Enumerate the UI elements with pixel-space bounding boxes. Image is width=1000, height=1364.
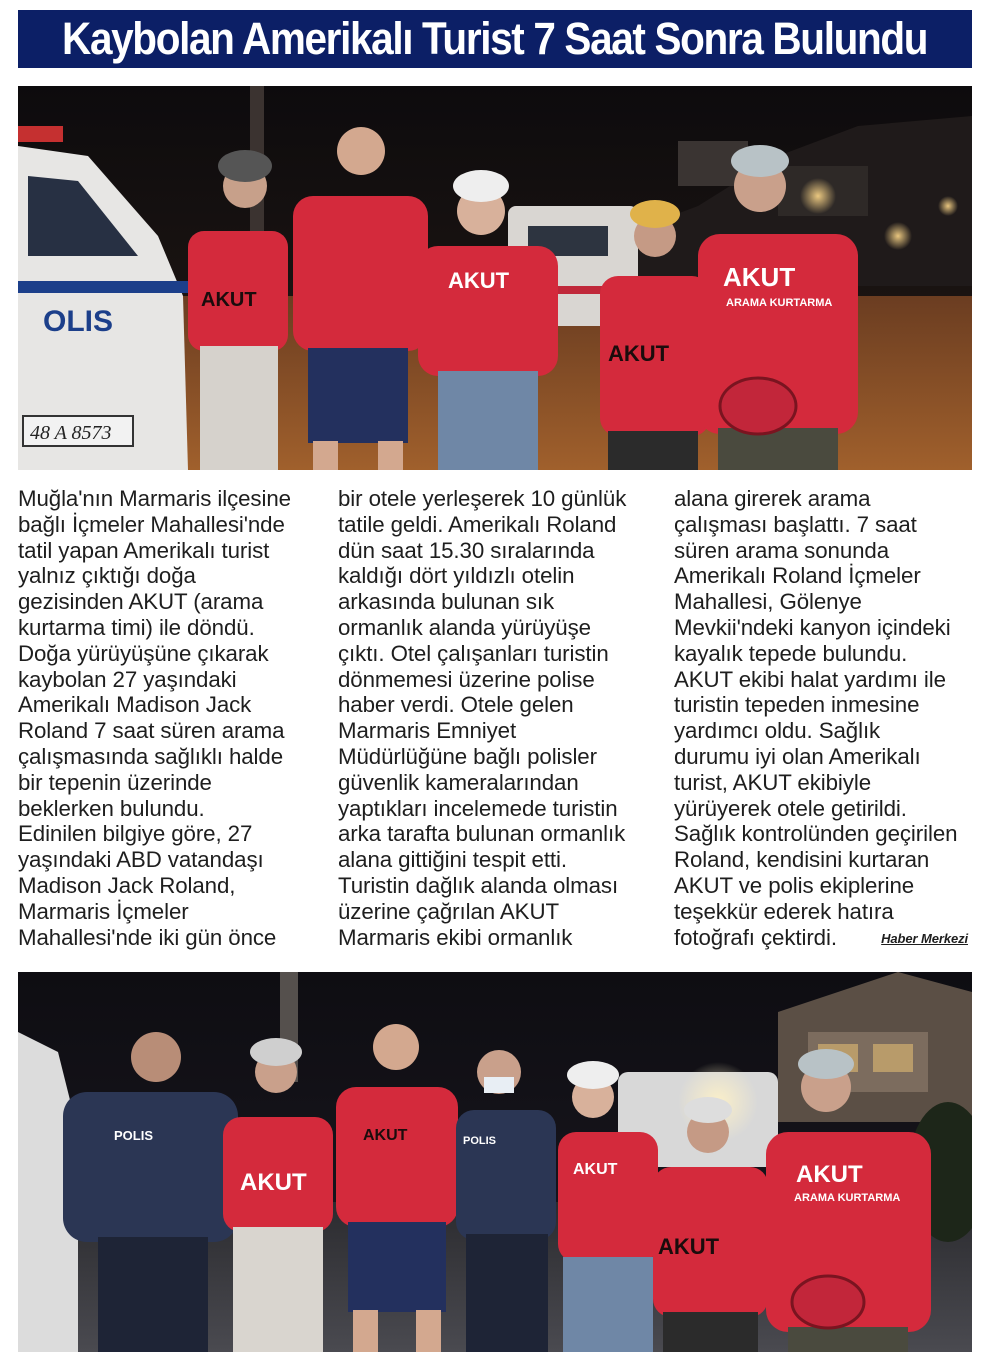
text-line: yaptıkları incelemede turistin [338, 795, 618, 821]
police-label: POLIS [463, 1135, 497, 1147]
text-line: süren arama sonunda [674, 537, 890, 563]
text-line: alana gittiğini tespit etti. [338, 847, 567, 873]
text-line: Amerikalı Roland İçmeler [674, 563, 921, 589]
photo-bottom-scene [18, 972, 972, 1352]
text-line: yardımcı oldu. Sağlık [674, 718, 881, 744]
headline-bar [18, 10, 972, 68]
text-line: fotoğrafı çektirdi. [674, 924, 837, 950]
text-line: Roland, kendisini kurtaran [674, 847, 930, 873]
text-line: tatil yapan Amerikalı turist [18, 537, 270, 563]
text-line: Madison Jack Roland, [18, 872, 236, 898]
photo-top-scene [18, 86, 972, 470]
police-label: POLIS [114, 1128, 154, 1143]
text-line: yaşındaki ABD vatandaşı [18, 847, 264, 873]
text-line: bir otele yerleşerek 10 günlük [338, 486, 627, 511]
text-line: üzerine çağrılan AKUT [338, 898, 559, 924]
text-line: Marmaris İçmeler [18, 898, 189, 924]
byline: Haber Merkezi [881, 931, 968, 947]
text-line: arkasında bulunan sık [338, 589, 555, 615]
text-line: kurtarma timi) ile döndü. [18, 614, 255, 640]
text-line: AKUT ve polis ekiplerine [674, 872, 915, 898]
text-line: bağlı İçmeler Mahallesi'nde [18, 511, 285, 537]
text-line: teşekkür ederek hatıra [674, 898, 894, 924]
article-column-1 [18, 486, 318, 956]
text-line: arka tarafta bulunan ormanlık [338, 821, 626, 847]
shirt-logo: AKUT [608, 341, 670, 366]
text-line: Turistin dağlık alanda olması [338, 872, 619, 898]
text-line: alana girerek arama [674, 486, 871, 511]
shirt-logo: AKUT [796, 1161, 863, 1188]
text-line: Mahallesi, Gölenye [674, 589, 862, 615]
text-line: turist, AKUT ekibiyle [674, 769, 871, 795]
text-line: Müdürlüğüne bağlı polisler [338, 743, 597, 769]
text-line: beklerken bulundu. [18, 795, 205, 821]
text-line: güvenlik kameralarından [338, 769, 579, 795]
text-line: ormanlık alanda yürüyüşe [338, 614, 591, 640]
text-line: bir tepenin üzerinde [18, 769, 212, 795]
text-line: Sağlık kontrolünden geçirilen [674, 821, 958, 847]
text-line: dönmemesi üzerine polise [338, 666, 595, 692]
text-line: Doğa yürüyüşüne çıkarak [18, 640, 269, 666]
text-line: gezisinden AKUT (arama [18, 589, 264, 615]
shirt-logo: AKUT [363, 1127, 408, 1144]
shirt-logo: AKUT [448, 268, 510, 293]
text-line: yalnız çıktığı doğa [18, 563, 196, 589]
text-line: kaybolan 27 yaşındaki [18, 666, 237, 692]
shirt-logo: AKUT [201, 289, 257, 311]
text-line: Marmaris ekibi ormanlık [338, 924, 573, 950]
text-line: Amerikalı Madison Jack [18, 692, 252, 718]
shirt-logo: AKUT [723, 262, 796, 292]
text-line: Edinilen bilgiye göre, 27 [18, 821, 253, 847]
text-line: çalışması başlattı. 7 saat [674, 511, 917, 537]
article-column-3 [674, 486, 972, 956]
text-line: haber verdi. Otele gelen [338, 692, 574, 718]
text-line: AKUT ekibi halat yardımı ile [674, 666, 946, 692]
article-column-2 [338, 486, 638, 956]
text-line: kaldığı dört yıldızlı otelin [338, 563, 575, 589]
photo-top [18, 86, 972, 470]
text-line: durumu iyi olan Amerikalı [674, 743, 921, 769]
text-line: Marmaris Emniyet [338, 718, 517, 744]
photo-bottom [18, 972, 972, 1352]
text-line: Muğla'nın Marmaris ilçesine [18, 486, 291, 511]
article-body [18, 486, 972, 956]
license-plate: 48 A 8573 [30, 422, 112, 444]
text-line: Mevkii'ndeki kanyon içindeki [674, 614, 951, 640]
text-line: çıktı. Otel çalışanları turistin [338, 640, 609, 666]
shirt-subtitle: ARAMA KURTARMA [794, 1192, 901, 1204]
shirt-logo: AKUT [573, 1161, 618, 1178]
text-line: çalışmasında sağlıklı halde [18, 743, 284, 769]
text-line: yürüyerek otele getirildi. [674, 795, 907, 821]
shirt-logo: AKUT [240, 1169, 307, 1196]
shirt-logo: AKUT [658, 1234, 720, 1259]
text-line: dün saat 15.30 sıralarında [338, 537, 595, 563]
text-line: turistin tepeden inmesine [674, 692, 920, 718]
vehicle-text: OLIS [43, 305, 114, 338]
text-line: Roland 7 saat süren arama [18, 718, 285, 744]
text-line: Mahallesi'nde iki gün önce [18, 924, 277, 950]
text-line: kayalık tepede bulundu. [674, 640, 908, 666]
text-line: tatile geldi. Amerikalı Roland [338, 511, 617, 537]
shirt-subtitle: ARAMA KURTARMA [726, 297, 833, 309]
headline: Kaybolan Amerikalı Turist 7 Saat Sonra Bulundu [62, 13, 928, 64]
